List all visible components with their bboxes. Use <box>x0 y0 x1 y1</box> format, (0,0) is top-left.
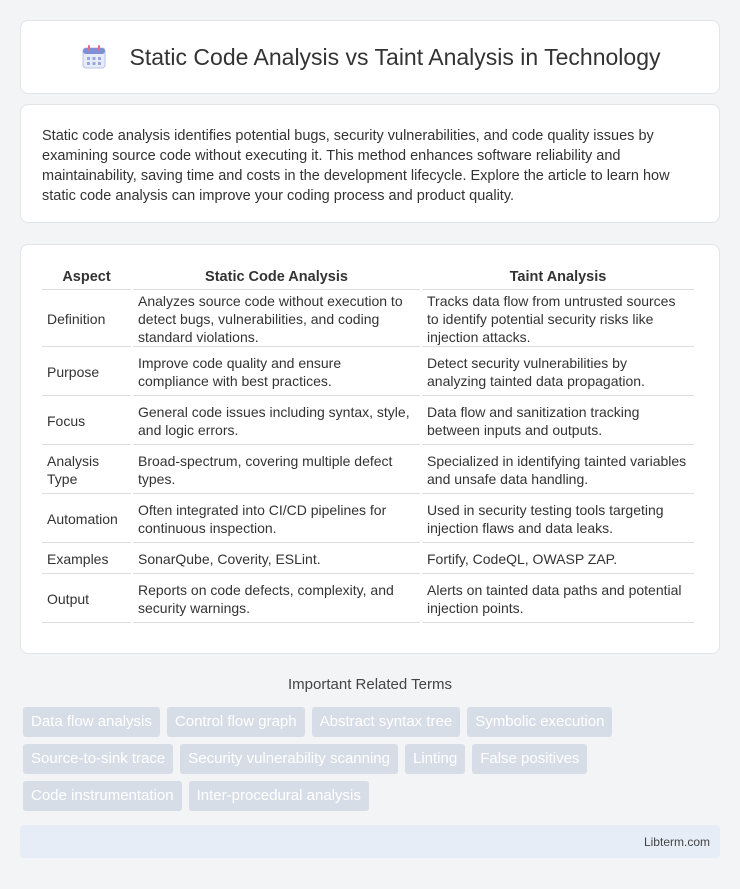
table-row <box>42 349 694 396</box>
related-term-tag[interactable]: False positives <box>472 744 587 774</box>
related-terms-title: Important Related Terms <box>288 676 452 693</box>
header-static: Static Code Analysis <box>133 265 420 290</box>
header-card <box>20 20 720 94</box>
related-term-tag[interactable]: Source-to-sink trace <box>23 744 173 774</box>
row-taint: Data flow and sanitization tracking between inputs and outputs. <box>422 398 694 445</box>
row-aspect: Focus <box>42 398 131 445</box>
calendar-icon <box>80 43 108 71</box>
related-term-tag[interactable]: Control flow graph <box>167 707 305 737</box>
row-aspect: Purpose <box>42 349 131 396</box>
row-static: Improve code quality and ensure compliance with best practices. <box>133 349 420 396</box>
row-static: Analyzes source code without execution to detect bugs, vulnerabilities, and coding standard violations. <box>133 292 420 347</box>
footer-site-link[interactable]: Libterm.com <box>643 835 710 849</box>
intro-text: Static code analysis identifies potential bugs, security vulnerabilities, and code quality issues by examining source code without executing it. This method enhances software reliability and maintainability, saving time and costs in the development lifecycle. Explore the article to learn how static code analysis can improve your coding process and product quality. <box>42 128 670 204</box>
table-row <box>42 545 694 574</box>
row-taint: Specialized in identifying tainted variables and unsafe data handling. <box>422 447 694 494</box>
related-term-tag[interactable]: Linting <box>405 744 465 774</box>
page-title: Static Code Analysis vs Taint Analysis in Technology <box>129 43 661 70</box>
table-row <box>42 398 694 445</box>
table-row <box>42 292 694 347</box>
row-aspect: Analysis Type <box>42 447 131 494</box>
table-row <box>42 496 694 543</box>
comparison-table <box>40 263 696 625</box>
footer <box>20 825 720 858</box>
row-taint: Used in security testing tools targeting injection flaws and data leaks. <box>422 496 694 543</box>
row-static: Often integrated into CI/CD pipelines for continuous inspection. <box>133 496 420 543</box>
table-row <box>42 447 694 494</box>
comparison-table-card <box>20 244 720 654</box>
intro-card <box>20 104 720 223</box>
row-taint: Alerts on tainted data paths and potential injection points. <box>422 576 694 623</box>
related-term-tag[interactable]: Abstract syntax tree <box>312 707 461 737</box>
row-static: Reports on code defects, complexity, and security warnings. <box>133 576 420 623</box>
row-aspect: Output <box>42 576 131 623</box>
related-term-tag[interactable]: Symbolic execution <box>467 707 612 737</box>
related-term-tag[interactable]: Data flow analysis <box>23 707 160 737</box>
row-taint: Tracks data flow from untrusted sources to identify potential security risks like injection attacks. <box>422 292 694 347</box>
header-taint: Taint Analysis <box>422 265 694 290</box>
row-aspect: Automation <box>42 496 131 543</box>
related-term-tag[interactable]: Inter-procedural analysis <box>189 781 369 811</box>
row-aspect: Examples <box>42 545 131 574</box>
related-term-tag[interactable]: Security vulnerability scanning <box>180 744 398 774</box>
related-term-tag[interactable]: Code instrumentation <box>23 781 182 811</box>
table-header-row <box>42 265 694 290</box>
row-taint: Fortify, CodeQL, OWASP ZAP. <box>422 545 694 574</box>
table-row <box>42 576 694 623</box>
header-aspect: Aspect <box>42 265 131 290</box>
row-static: Broad-spectrum, covering multiple defect types. <box>133 447 420 494</box>
row-static: General code issues including syntax, style, and logic errors. <box>133 398 420 445</box>
related-terms-list <box>23 707 723 818</box>
row-aspect: Definition <box>42 292 131 347</box>
row-static: SonarQube, Coverity, ESLint. <box>133 545 420 574</box>
row-taint: Detect security vulnerabilities by analyzing tainted data propagation. <box>422 349 694 396</box>
